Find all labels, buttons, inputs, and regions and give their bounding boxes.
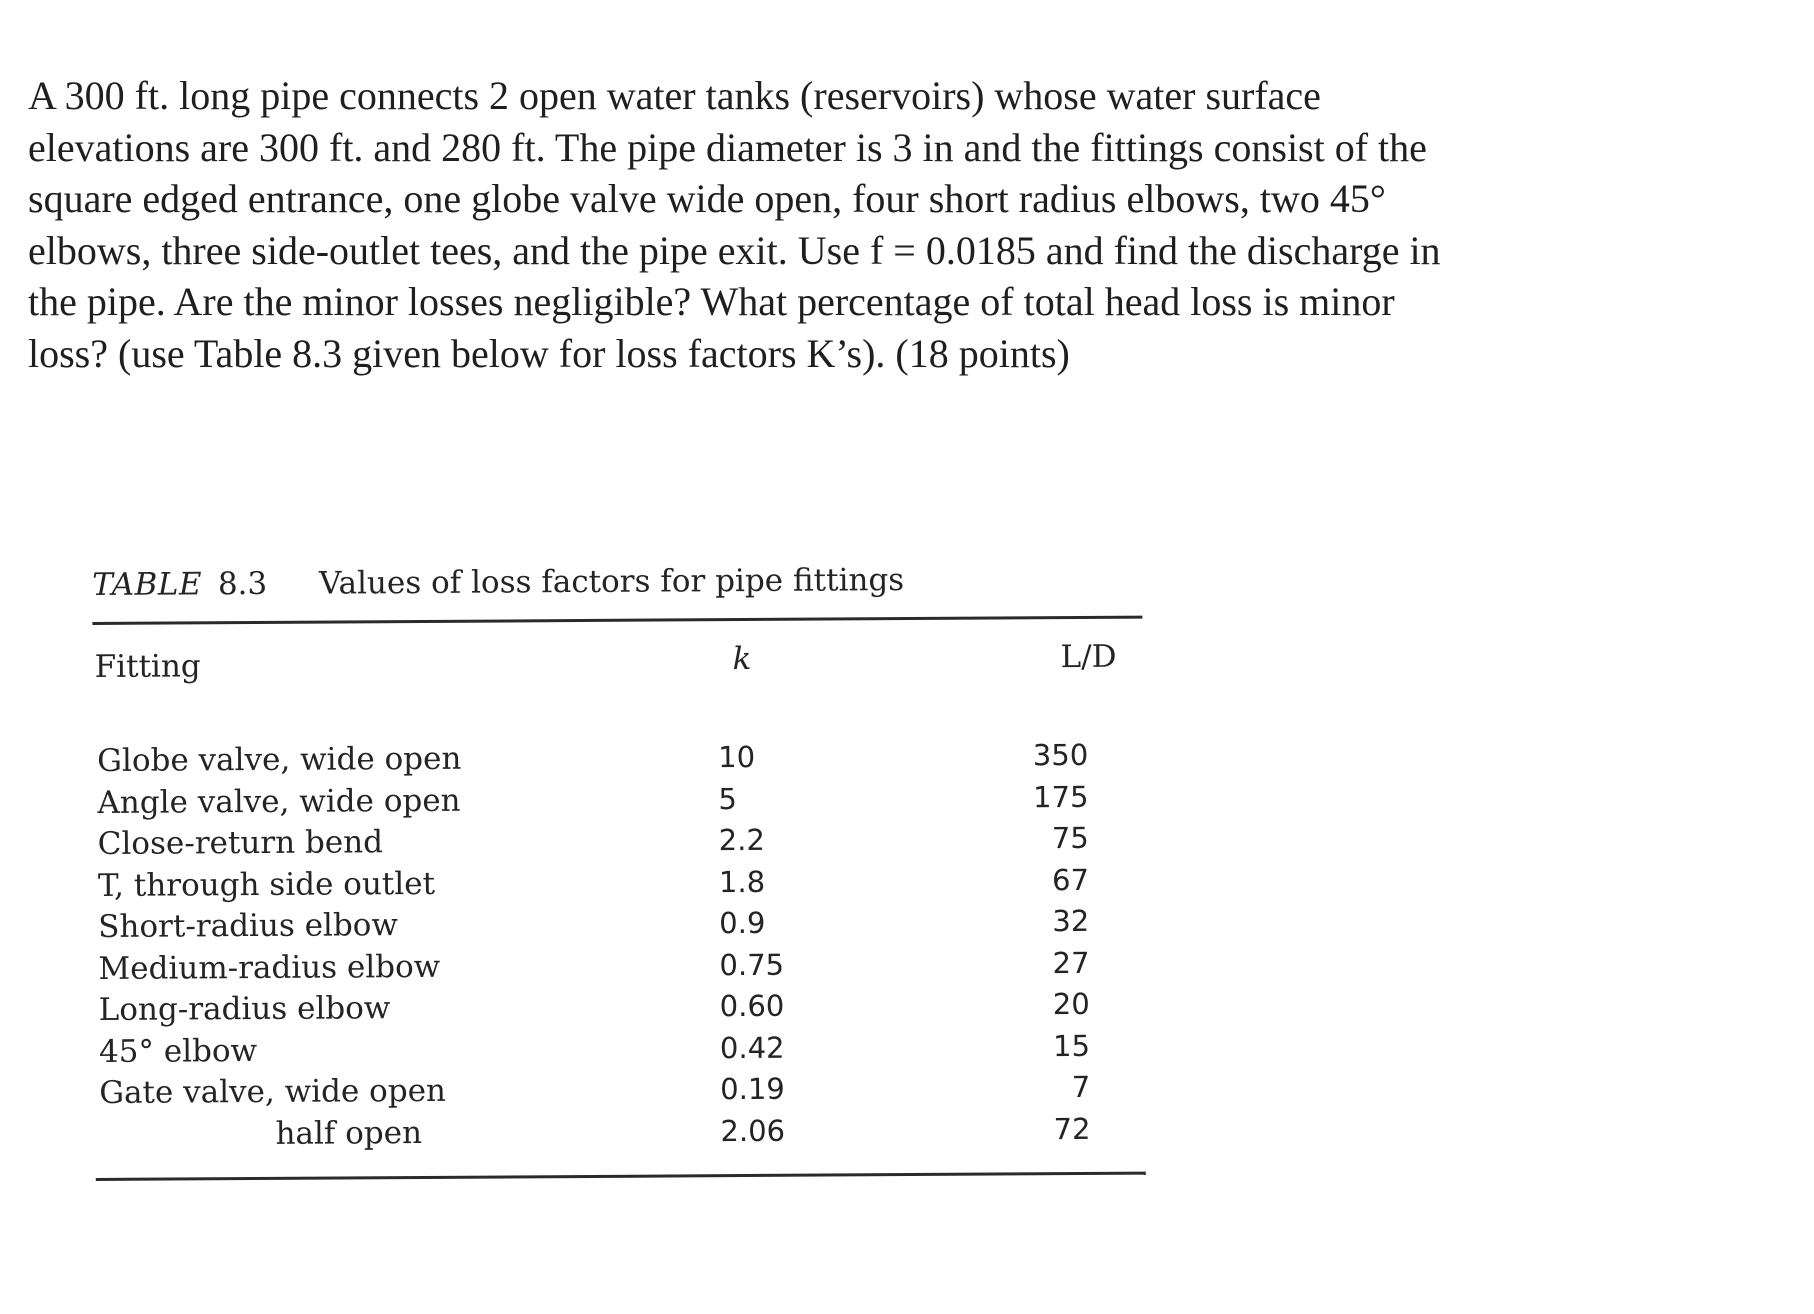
- table-row: [95, 1067, 1150, 1115]
- cell-fitting: T, through side outlet: [97, 865, 436, 904]
- cell-ld: 175: [1033, 779, 1089, 814]
- cell-ld: 350: [1032, 737, 1089, 773]
- table-bottom-rule: [96, 1172, 1146, 1181]
- cell-ld: 72: [1053, 1111, 1091, 1146]
- cell-fitting: Close-return bend: [97, 824, 384, 862]
- header-ld: L/D: [1060, 638, 1117, 676]
- table-row: [95, 1025, 1150, 1073]
- header-k: k: [732, 640, 752, 678]
- cell-ld: 67: [1051, 862, 1090, 897]
- cell-ld: 20: [1052, 986, 1090, 1022]
- table-body: [93, 735, 1151, 1156]
- cell-k: 0.19: [720, 1071, 785, 1107]
- cell-fitting: half open: [275, 1114, 423, 1152]
- cell-k: 0.9: [719, 905, 766, 941]
- cell-fitting: Gate valve, wide open: [99, 1072, 447, 1111]
- table-row: [94, 901, 1149, 949]
- cell-k: 1.8: [718, 864, 766, 899]
- cell-fitting: Angle valve, wide open: [97, 782, 461, 821]
- table-title: Values of loss factors for pipe fittings: [318, 562, 905, 602]
- cell-ld: 75: [1051, 820, 1089, 856]
- table-row: [94, 859, 1149, 907]
- cell-k: 0.60: [719, 988, 785, 1024]
- cell-ld: 32: [1052, 903, 1090, 939]
- table-header-row: [92, 619, 1147, 697]
- cell-k: 10: [718, 739, 756, 775]
- cell-fitting: Medium-radius elbow: [98, 948, 441, 987]
- cell-k: 5: [718, 781, 738, 816]
- table-row: [95, 984, 1150, 1032]
- cell-fitting: Long-radius elbow: [98, 990, 391, 1028]
- header-fitting: Fitting: [94, 648, 201, 685]
- table-row: [94, 942, 1149, 990]
- table-number: 8.3: [217, 565, 268, 603]
- table-row: [95, 1108, 1150, 1156]
- cell-k: 2.2: [718, 822, 765, 858]
- table-caption: [92, 554, 1147, 610]
- cell-k: 0.75: [719, 947, 785, 982]
- table-row: [93, 735, 1148, 783]
- cell-k: 2.06: [720, 1113, 786, 1148]
- cell-k: 0.42: [719, 1030, 785, 1065]
- cell-fitting: Short-radius elbow: [98, 907, 399, 945]
- cell-fitting: 45° elbow: [98, 1032, 258, 1070]
- cell-fitting: Globe valve, wide open: [97, 740, 462, 779]
- table-label: TABLE: [92, 566, 203, 603]
- table-row: [94, 818, 1149, 866]
- cell-ld: 27: [1052, 945, 1090, 980]
- cell-ld: 7: [1071, 1069, 1091, 1105]
- cell-ld: 15: [1052, 1028, 1091, 1063]
- problem-statement: A 300 ft. long pipe connects 2 open water tanks (reservoirs) whose water surface elevations are 300 ft. and 280 ft. The pipe diameter is 3 in and the fittings consist of the square edged entrance, one globe valve wide open, four short radius elbows, two 45° elbows, three side-outlet tees, and the pipe exit. Use f = 0.0185 and find the discharge in the pipe. Are the minor losses negligible? What percentage of total head loss is minor loss? (use Table 8.3 given below for loss factors K’s). (18 points): [28, 73, 1441, 376]
- table-row: [93, 776, 1148, 824]
- loss-factor-table: [92, 554, 1151, 1181]
